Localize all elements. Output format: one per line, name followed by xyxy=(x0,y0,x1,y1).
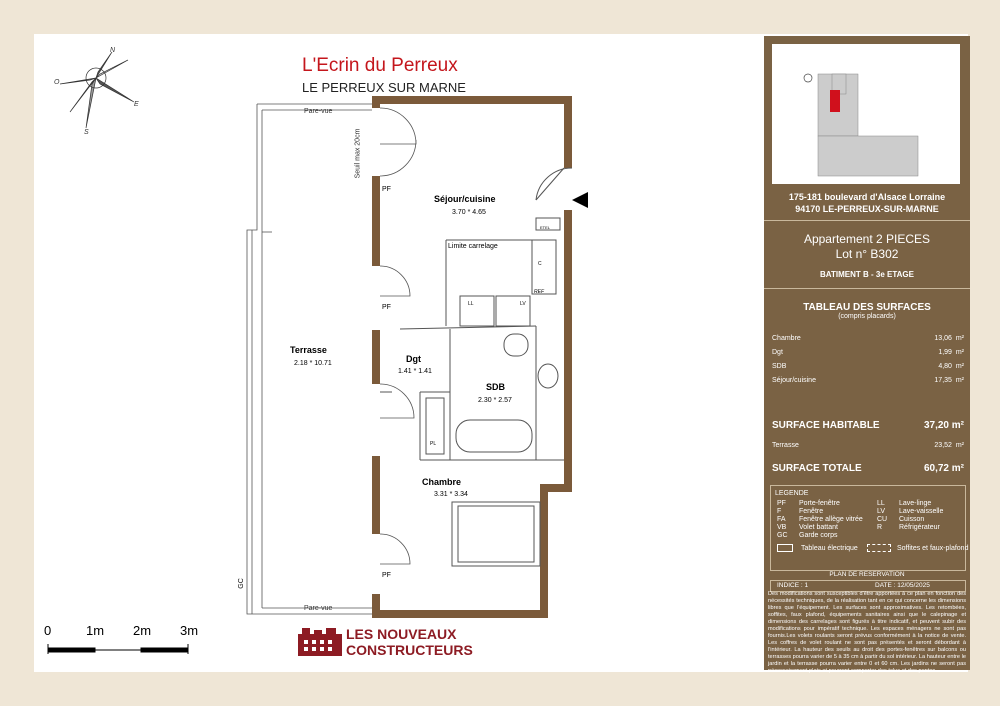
pl-label: PL xyxy=(430,441,437,447)
room-sejour-name: Séjour/cuisine xyxy=(434,194,496,204)
page-subtitle: LE PERREUX SUR MARNE xyxy=(302,80,466,95)
plan-reservation: PLAN DE RESERVATION xyxy=(829,571,905,578)
room-chambre-dims: 3.31 * 3.34 xyxy=(434,491,468,498)
room-chambre-name: Chambre xyxy=(422,477,462,487)
room-sdb-dims: 2.30 * 2.57 xyxy=(478,397,512,404)
seuil-label: Seuil max 20cm xyxy=(354,128,362,179)
svg-text:E: E xyxy=(134,101,139,108)
legend-title: LEGENDE xyxy=(775,490,809,497)
svg-text:N: N xyxy=(110,47,116,54)
pare-vue-bottom: Pare-vue xyxy=(304,605,333,612)
legend-item: LL Lave-linge xyxy=(877,500,932,507)
room-terrasse-name: Terrasse xyxy=(290,345,327,355)
company-name: LES NOUVEAUX CONSTRUCTEURS xyxy=(346,626,473,658)
terrace-outline xyxy=(247,104,372,614)
pare-vue-top: Pare-vue xyxy=(304,108,333,115)
building-key-plan xyxy=(772,44,960,184)
lot-number: Lot n° B302 xyxy=(835,247,899,261)
svg-text:O: O xyxy=(54,79,60,86)
electric-panel-icon xyxy=(777,544,793,552)
etel-label: ETEL xyxy=(540,225,551,230)
scale-label-0: 0 xyxy=(44,623,52,638)
legend-item: LV Lave-vaisselle xyxy=(877,508,944,515)
svg-text:S: S xyxy=(84,129,89,136)
scale-label-1: 1m xyxy=(86,623,105,638)
c-label: C xyxy=(538,261,542,267)
surfaces-subtitle: (compris placards) xyxy=(838,313,896,320)
surface-row: Séjour/cuisine 17,35 m² xyxy=(772,377,964,384)
surfaces-title: TABLEAU DES SURFACES xyxy=(803,302,931,313)
address-line-1: 175-181 boulevard d'Alsace Lorraine xyxy=(788,192,946,202)
page-title: L'Ecrin du Perreux xyxy=(302,55,458,76)
soffite-icon xyxy=(867,544,891,552)
room-terrasse-dims: 2.18 * 10.71 xyxy=(294,360,332,367)
legend-item: PF Porte-fenêtre xyxy=(777,500,840,507)
legend-item: F Fenêtre xyxy=(777,508,824,515)
apartment-walls xyxy=(372,96,572,618)
surface-row: Dgt 1,99 m² xyxy=(772,349,964,356)
legal-notes: Des modifications sont susceptibles d'être apportées à ce plan en fonction des nécessités techniques, de la réalisation tant en ce qui concerne les dimensions libres que l'équipement. Les surfaces sont approximatives. Les retombées, soffites, faux plafond, équipements sanitaires ainsi que le calepinage et dimensions des carrelages sont figurés à titre indicatif, et peuvent subir des modifications pour impératif technique. Les espaces ménagers ne sont pas fournis.Les volets roulants seront prévus conformément à la notice de vente. Les coffres de volet roulant ne sont pas présentés et seront débordant à l'intérieur. La hauteur des seuils au droit des portes-fenêtres sur balcons ou terrasses pourra varier de 5 à 35 cm à partir du sol intérieur. La hauteur entre le jardin et la terrasse pourra varier entre 0 et 60 cm. Les jardins ne seront pas nécessairement plats et pourront comporter des talus et des pentes. xyxy=(768,591,966,674)
gc-label: GC xyxy=(237,578,245,589)
legend-item: CU Cuisson xyxy=(877,516,925,523)
room-sejour-dims: 3.70 * 4.65 xyxy=(452,209,486,216)
surface-totale: SURFACE TOTALE 60,72 m² xyxy=(772,463,964,474)
legend-item: FA Fenêtre allège vitrée xyxy=(777,516,863,523)
surface-row: Chambre 13,06 m² xyxy=(772,335,964,342)
compass-icon xyxy=(60,52,134,128)
date: DATE : 12/05/2025 xyxy=(875,582,930,589)
indice: INDICE : 1 xyxy=(777,582,809,589)
limite-carrelage: Limite carrelage xyxy=(448,243,498,250)
window-doors xyxy=(380,108,416,564)
scale-label-3: 3m xyxy=(180,623,199,638)
room-dgt-dims: 1.41 * 1.41 xyxy=(398,368,432,375)
legend xyxy=(770,485,969,571)
entry-arrow-icon xyxy=(572,192,588,208)
legend-item: R Réfrigérateur xyxy=(877,524,940,531)
legend-item: VB Volet battant xyxy=(777,524,838,531)
legend-item: Soffites et faux-plafond xyxy=(867,544,968,552)
info-panel xyxy=(764,36,970,674)
room-sdb-name: SDB xyxy=(486,382,506,392)
pf-label-1: PF xyxy=(382,186,391,193)
legend-item: GC Garde corps xyxy=(777,532,838,539)
scale-bar xyxy=(48,644,188,654)
batiment-label: BATIMENT B - 3e ETAGE xyxy=(820,270,914,279)
surface-habitable: SURFACE HABITABLE 37,20 m² xyxy=(772,420,964,431)
company-logo xyxy=(298,628,342,656)
ll-label: LL xyxy=(468,301,474,307)
legend-item: Tableau électrique xyxy=(777,544,858,552)
key-plan-drawing xyxy=(772,44,960,184)
surface-row: SDB 4,80 m² xyxy=(772,363,964,370)
surface-terrasse: Terrasse 23,52 m² xyxy=(772,442,964,449)
room-dgt-name: Dgt xyxy=(406,354,421,364)
lv-label: LV xyxy=(520,301,526,307)
address-line-2: 94170 LE-PERREUX-SUR-MARNE xyxy=(795,204,939,214)
apartment-type: Appartement 2 PIECES xyxy=(803,232,931,246)
pf-label-2: PF xyxy=(382,304,391,311)
scale-label-2: 2m xyxy=(133,623,152,638)
pf-label-3: PF xyxy=(382,572,391,579)
ref-label: REF xyxy=(534,289,544,295)
